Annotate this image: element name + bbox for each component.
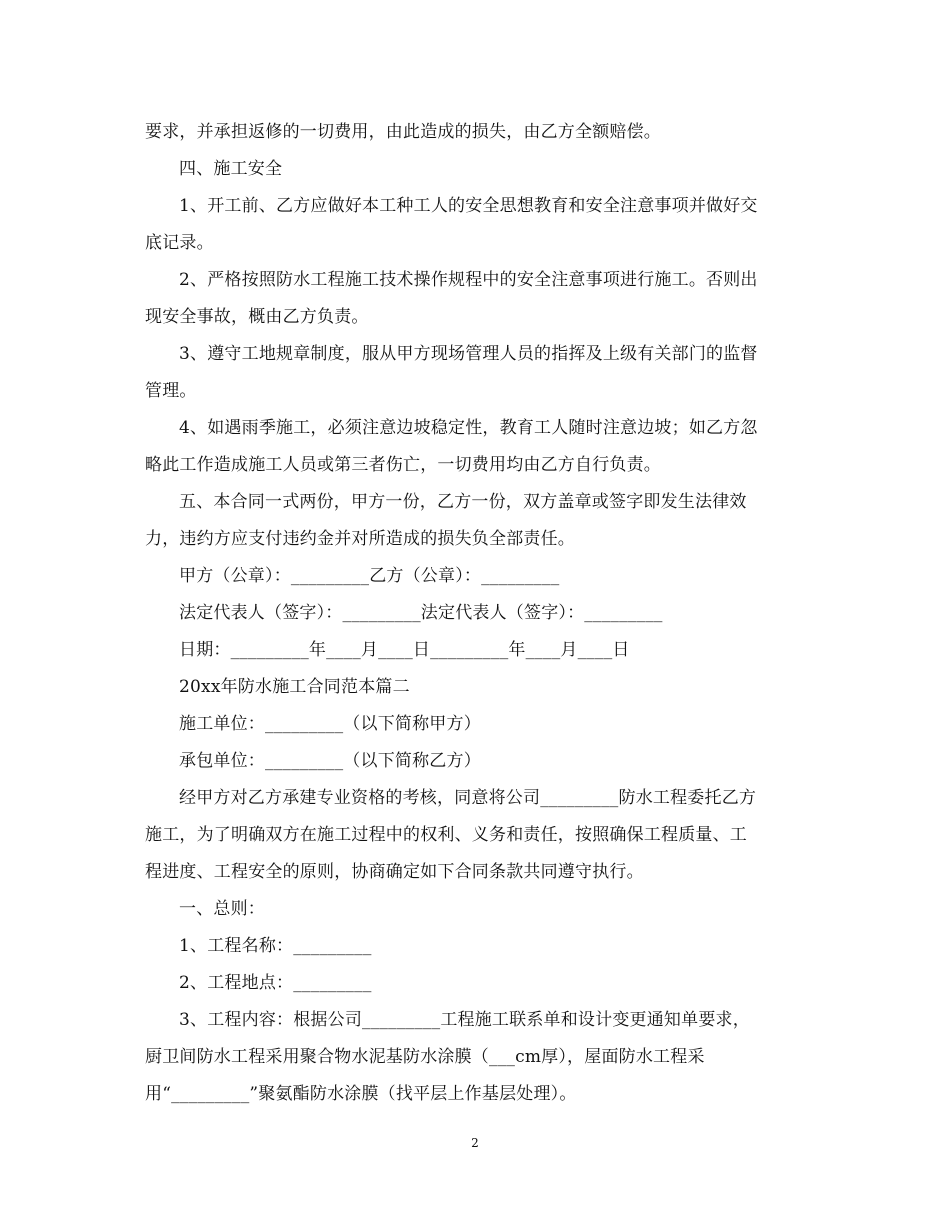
paragraph-line: 1、开工前、乙方应做好本工种工人的安全思想教育和安全注意事项并做好交 <box>179 196 758 216</box>
document-title: 20xx年防水施工合同范本篇二 <box>179 677 410 697</box>
paragraph-line: 承包单位：_________（以下简称乙方） <box>179 751 481 771</box>
paragraph-line: 底记录。 <box>145 233 214 253</box>
paragraph-line: 厨卫间防水工程采用聚合物水泥基防水涂膜（___cm厚），屋面防水工程采 <box>145 1047 705 1067</box>
signature-line-representative: 法定代表人（签字）：_________法定代表人（签字）：_________ <box>179 603 663 623</box>
paragraph-line: 力，违约方应支付违约金并对所造成的损失负全部责任。 <box>145 529 575 549</box>
paragraph-line: 施工，为了明确双方在施工过程中的权利、义务和责任，按照确保工程质量、工 <box>145 825 747 845</box>
section-heading: 一、总则： <box>179 899 265 919</box>
paragraph-line: 要求，并承担返修的一切费用，由此造成的损失，由乙方全额赔偿。 <box>145 122 661 142</box>
paragraph-line: 3、遵守工地规章制度，服从甲方现场管理人员的指挥及上级有关部门的监督 <box>179 344 758 364</box>
signature-line-date: 日期：_________年____月____日_________年____月____日 <box>179 640 630 660</box>
signature-line-seal: 甲方（公章）：_________乙方（公章）：_________ <box>179 566 560 586</box>
paragraph-line: 略此工作造成施工人员或第三者伤亡，一切费用均由乙方自行负责。 <box>145 455 661 475</box>
paragraph-line: 用“_________”聚氨酯防水涂膜（找平层上作基层处理）。 <box>145 1084 577 1104</box>
paragraph-line: 经甲方对乙方承建专业资格的考核，同意将公司_________防水工程委托乙方 <box>179 788 757 808</box>
paragraph-line: 2、严格按照防水工程施工技术操作规程中的安全注意事项进行施工。否则出 <box>179 270 758 290</box>
paragraph-line: 1、工程名称：_________ <box>179 936 372 956</box>
page-number: 2 <box>471 1136 479 1150</box>
paragraph-line: 五、本合同一式两份，甲方一份，乙方一份，双方盖章或签字即发生法律效 <box>179 492 747 512</box>
paragraph-line: 3、工程内容：根据公司_________工程施工联系单和设计变更通知单要求， <box>179 1010 750 1030</box>
paragraph-line: 管理。 <box>145 381 197 401</box>
paragraph-line: 施工单位：_________（以下简称甲方） <box>179 714 481 734</box>
paragraph-line: 程进度、工程安全的原则，协商确定如下合同条款共同遵守执行。 <box>145 862 644 882</box>
paragraph-line: 2、工程地点：_________ <box>179 973 372 993</box>
section-heading: 四、施工安全 <box>179 159 283 179</box>
paragraph-line: 现安全事故，概由乙方负责。 <box>145 307 369 327</box>
paragraph-line: 4、如遇雨季施工，必须注意边坡稳定性，教育工人随时注意边坡；如乙方忽 <box>179 418 758 438</box>
